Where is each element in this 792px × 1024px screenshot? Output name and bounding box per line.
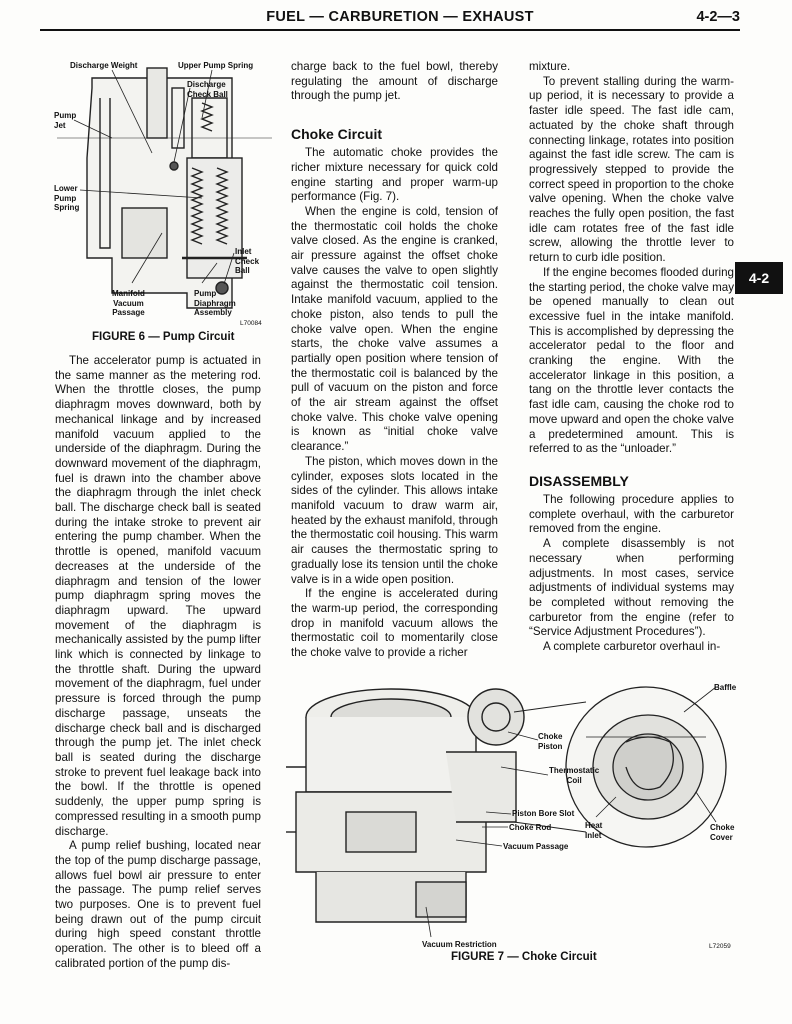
fig6-label-lower-pump-spring: Lower Pump Spring — [54, 184, 80, 212]
header-rule — [40, 29, 740, 31]
text-column-right — [529, 60, 734, 655]
fig6-label-upper-pump-spring: Upper Pump Spring — [178, 61, 254, 70]
fig7-label-choke-rod: Choke Rod — [509, 823, 552, 832]
fig6-label-inlet-check-ball: Inlet Check Ball — [235, 247, 260, 275]
fig6-label-discharge-check-ball: Discharge Check Ball — [187, 80, 228, 99]
fig7-label-choke-cover: Choke Cover — [710, 823, 735, 842]
fig7-label-piston-bore-slot: Piston Bore Slot — [512, 809, 575, 818]
figure-6-illustration — [52, 58, 277, 328]
paragraph: A pump relief bushing, located near the top of the pump discharge passage, allows fuel bowl air pressure to enter the passage. The pump relief serves two purposes. One is to prevent fuel being drawn out of the pump circuit during high speed constant throttle operation. The other is to bleed off a calibrated portion of the pump dis- — [55, 839, 261, 970]
fig7-label-choke-piston: Choke Piston — [538, 732, 563, 751]
paragraph: When the engine is cold, tension of the thermostatic coil holds the choke valve closed. As the engine is cranked, air pressure against the offset choke valve causes the valve to open slightly against the thermostatic coil tension. Intake manifold vacuum, applied to the choke piston, also tends to pull the choke valve open. When the engine starts, the choke valve assumes a partially open position where tension of the thermostatic coil is balanced by the pull of vacuum on the piston and force of the air stream against the offset choke valve. This choke valve opening is known as “initial choke valve clearance.” — [291, 204, 498, 454]
fig6-label-manifold-vacuum-passage: Manifold Vacuum Passage — [112, 289, 145, 317]
running-title: FUEL — CARBURETION — EXHAUST — [266, 9, 534, 25]
text-column-left — [55, 354, 261, 972]
fig6-caption: FIGURE 6 — Pump Circuit — [92, 331, 235, 343]
paragraph: The following procedure applies to complete overhaul, with the carburetor removed from the engine. — [529, 492, 734, 536]
fig7-label-baffle: Baffle — [714, 683, 737, 692]
fig7-caption: FIGURE 7 — Choke Circuit — [451, 951, 597, 963]
paragraph: mixture. — [529, 60, 571, 73]
paragraph: The piston, which moves down in the cylinder, exposes slots located in the sides of the cylinder. This allows intake manifold vacuum to draw warm air, heated by the exhaust manifold, through the thermostatic coil housing. This warm air causes the thermostatic spring to gradually lose its tension until the choke valve is in a wide open position. — [291, 454, 498, 586]
choke-circuit-heading: Choke Circuit — [291, 126, 383, 143]
fig6-label-pump-diaphragm-assembly: Pump Diaphragm Assembly — [194, 289, 236, 317]
paragraph: If the engine becomes flooded during the starting period, the choke valve may be opened manually to clean out excessive fuel in the intake manifold. This is accomplished by depressing the accelerator pedal to the floor and cranking the engine. With the accelerator linkage in this position, a tang on the throttle lever contacts the fast idle cam, causing the choke rod to move upward and open the choke valve a predetermined amount. This is referred to as the “unloader.” — [529, 265, 734, 456]
fig7-code: L72059 — [709, 943, 731, 950]
paragraph: The accelerator pump is actuated in the same manner as the metering rod. When the throttle closes, the pump diaphragm moves downward, both by mechanical linkage and by increased manifold vacuum applied to the underside of the diaphragm. During the downward movement of the diaphragm, fuel is drawn into the chamber above the diaphragm through the inlet check ball. The discharge check ball is seated during the intake stroke to prevent air entering the pump chamber. When the throttle is opened, manifold vacuum decreases at the underside of the diaphragm and tension of the lower pump diaphragm spring moves the diaphragm upward. The upward movement of the diaphragm is mechanically assisted by the pump lifter link which is connected by linkage to the throttle shaft. During the upward movement of the diaphragm, fuel under pressure is forced through the pump discharge passage, unseats the discharge check ball and is discharged through the pump jet. The inlet check ball is seated during the discharge stroke to prevent fuel leakage back into the bowl. If the throttle is opened suddenly, the upper pump spring is compressed resulting in a smooth pump discharge. — [55, 354, 261, 838]
paragraph: If the engine is accelerated during the warm-up period, the corresponding drop in manifold vacuum allows the thermostatic coil to momentarily close the choke valve to provide a richer — [291, 587, 498, 660]
paragraph: To prevent stalling during the warm-up period, it is necessary to provide a faster idle speed. The fast idle cam, actuated by the choke shaft through connecting linkage, rotates into position against the fast idle screw. The cam is progressively stepped to provide the correct speed in proportion to the choke valve opening. When the choke valve reaches the fully open position, the fast idle cam rotates free of the fast idle screw, allowing the throttle lever to return to curb idle position. — [529, 74, 734, 265]
fig6-label-discharge-weight: Discharge Weight — [70, 61, 138, 70]
fig7-label-heat-inlet: Heat Inlet — [585, 821, 603, 840]
fig6-label-pump-jet: Pump Jet — [54, 111, 77, 130]
paragraph: The automatic choke provides the richer mixture necessary for quick cold engine starting and proper warm-up performance (Fig. 7). — [291, 146, 498, 204]
paragraph: A complete carburetor overhaul in- — [543, 640, 721, 654]
paragraph: charge back to the fuel bowl, thereby regulating the amount of discharge through the pump jet. — [291, 60, 498, 103]
fig7-label-vacuum-restriction: Vacuum Restriction — [422, 940, 497, 949]
fig7-label-thermostatic-coil: Thermostatic Coil — [549, 766, 600, 785]
page-number: 4-2—3 — [696, 9, 740, 25]
fig7-label-vacuum-passage: Vacuum Passage — [503, 842, 569, 851]
figure-7-illustration — [286, 672, 746, 944]
text-column-middle — [291, 60, 498, 661]
fig6-code: L70084 — [240, 320, 262, 327]
section-tab: 4-2 — [735, 262, 783, 294]
disassembly-heading: DISASSEMBLY — [529, 472, 629, 489]
paragraph: A complete disassembly is not necessary when performing adjustments. In most cases, service adjustments of individual systems may be completed without removing the carburetor from the engine (refer to “Service Adjustment Procedures”). — [529, 537, 734, 639]
